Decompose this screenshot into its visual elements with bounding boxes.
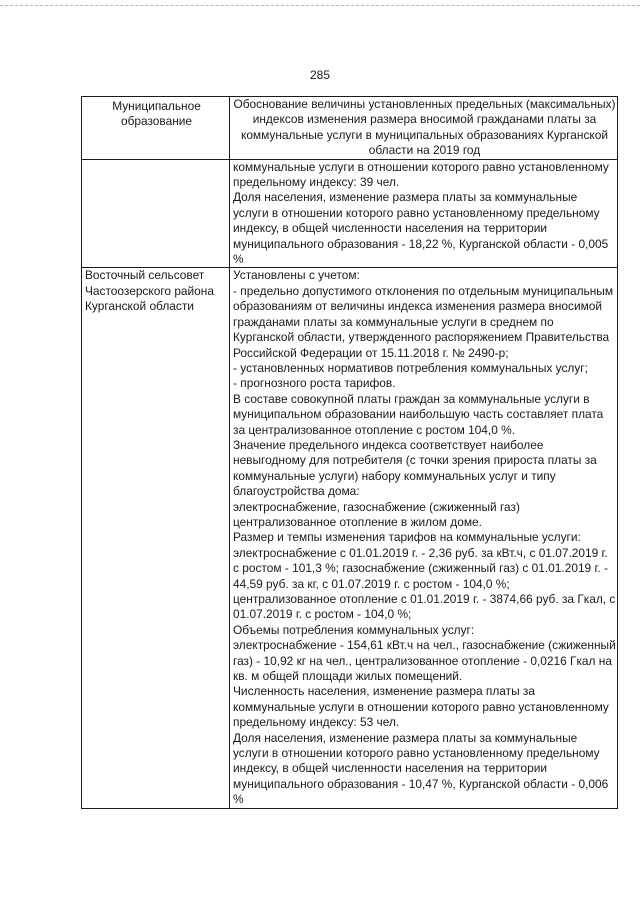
- cell-municipality: Восточный сельсовет Частоозерского района Курганской области: [82, 268, 230, 808]
- table-row: [82, 268, 618, 808]
- table-header-row: [82, 97, 618, 160]
- text-line: - установленных нормативов потребления коммунальных услуг;: [233, 360, 588, 375]
- text-line: В составе совокупной платы граждан за коммунальные услуги в муниципальном образовании наибольшую часть составляет плата за централизованное отопление с ростом 104,0 %.: [233, 391, 604, 437]
- text-line: Доля населения, изменение размера платы за коммунальные услуги в отношении которого равно установленному предельному индексу, в общей численности населения на территории муниципального образования - 10,47 %, Курганской области - 0,006 %: [233, 730, 609, 807]
- text-line: коммунальные услуги в отношении которого равно установленному предельному индексу: 39 чел.: [233, 159, 609, 190]
- text-line: - предельно допустимого отклонения по отдельным муниципальным образованиям от величины индекса изменения размера вносимой гражданами платы за коммунальные услуги в среднем по Курганской области, утвержденного распоряжением Правительства Российской Федерации от 15.11.2018 г. № 2490-р;: [233, 283, 614, 360]
- text-line: Значение предельного индекса соответствует наиболее невыгодному для потребителя (с точки зрения прироста платы за коммунальные услуги) набору коммунальных услуг и типу благоустройства дома:: [233, 437, 597, 499]
- text-line: Доля населения, изменение размера платы за коммунальные услуги в отношении которого равно установленному предельному индексу, в общей численности населения на территории муниципального образования - 18,22 %, Курганской области - 0,005 %: [233, 190, 609, 267]
- text-line: электроснабжение с 01.01.2019 г. - 2,36 руб. за кВт.ч, с 01.07.2019 г. с ростом - 101,3 %; газоснабжение (сжиженный газ) с 01.01.2019 г. - 44,59 руб. за кг, с 01.07.2019 г. с ростом - 104,0 %; централизованное отопление с 01.01.2019 г. - 3874,66 руб. за Гкал, с 01.07.2019 г. с ростом - 104,0 %;: [233, 545, 616, 622]
- cell-justification: [230, 268, 618, 808]
- page-top-rule: [0, 5, 640, 6]
- text-line: Установлены с учетом:: [233, 268, 360, 283]
- tariff-index-table: [81, 96, 618, 809]
- table-row-continuation: [82, 159, 618, 268]
- text-line: электроснабжение, газоснабжение (сжиженный газ) централизованное отопление в жилом доме.: [233, 499, 520, 529]
- cell-municipality-empty: [82, 159, 230, 268]
- header-justification: Обоснование величины установленных предельных (максимальных) индексов изменения размера вносимой гражданами платы за коммунальные услуги в муниципальных образованиях Курганской области на 2019 год: [230, 97, 618, 160]
- text-line: Размер и темпы изменения тарифов на коммунальные услуги:: [233, 530, 581, 545]
- text-line: Численность населения, изменение размера платы за коммунальные услуги в отношении которого равно установленному предельному индексу: 53 чел.: [233, 684, 609, 730]
- text-line: Объемы потребления коммунальных услуг:: [233, 622, 475, 637]
- cell-justification-continuation: [230, 159, 618, 268]
- text-line: - прогнозного роста тарифов.: [233, 376, 396, 391]
- header-municipality: Муниципальное образование: [82, 97, 230, 160]
- page-number: 285: [309, 68, 331, 82]
- text-line: электроснабжение - 154,61 кВт.ч на чел., газоснабжение (сжиженный газ) - 10,92 кг на чел., централизованное отопление - 0,0216 Гкал на кв. м общей площади жилых помещений.: [233, 638, 616, 684]
